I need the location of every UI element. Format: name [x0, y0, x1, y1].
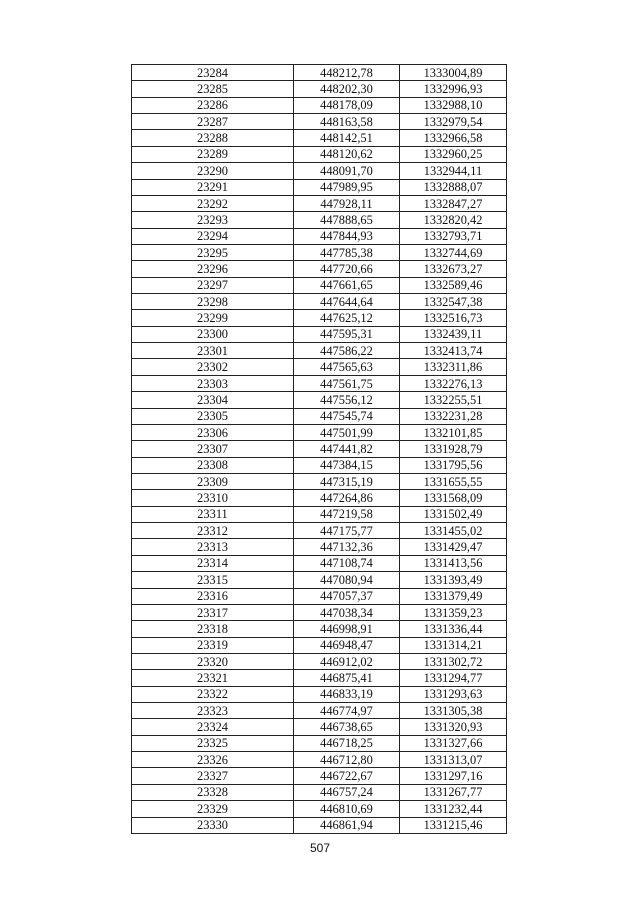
x-coordinate-cell: 447785,38 — [294, 244, 400, 260]
x-coordinate-cell: 446833,19 — [294, 686, 400, 702]
y-coordinate-cell: 1331293,63 — [400, 686, 507, 702]
table-row — [132, 703, 507, 719]
table-row — [132, 555, 507, 571]
page-number: 507 — [309, 841, 331, 855]
y-coordinate-cell: 1331302,72 — [400, 653, 507, 669]
table-row — [132, 588, 507, 604]
table-row — [132, 604, 507, 620]
y-coordinate-cell: 1332439,11 — [400, 326, 507, 342]
x-coordinate-cell: 447264,86 — [294, 490, 400, 506]
x-coordinate-cell: 447844,93 — [294, 228, 400, 244]
x-coordinate-cell: 447928,11 — [294, 195, 400, 211]
y-coordinate-cell: 1331305,38 — [400, 703, 507, 719]
x-coordinate-cell: 446718,25 — [294, 735, 400, 751]
point-number-cell: 23307 — [132, 441, 294, 457]
table-row — [132, 343, 507, 359]
y-coordinate-cell: 1331393,49 — [400, 572, 507, 588]
y-coordinate-cell: 1331568,09 — [400, 490, 507, 506]
point-number-cell: 23312 — [132, 523, 294, 539]
x-coordinate-cell: 447501,99 — [294, 424, 400, 440]
point-number-cell: 23290 — [132, 163, 294, 179]
y-coordinate-cell: 1332988,10 — [400, 97, 507, 113]
x-coordinate-cell: 447644,64 — [294, 294, 400, 310]
x-coordinate-cell: 447315,19 — [294, 473, 400, 489]
y-coordinate-cell: 1332547,38 — [400, 294, 507, 310]
y-coordinate-cell: 1332744,69 — [400, 244, 507, 260]
point-number-cell: 23309 — [132, 473, 294, 489]
point-number-cell: 23324 — [132, 719, 294, 735]
y-coordinate-cell: 1333004,89 — [400, 65, 507, 81]
point-number-cell: 23308 — [132, 457, 294, 473]
x-coordinate-cell: 446912,02 — [294, 653, 400, 669]
table-row — [132, 81, 507, 97]
x-coordinate-cell: 448142,51 — [294, 130, 400, 146]
table-row — [132, 228, 507, 244]
table-row — [132, 784, 507, 800]
table-row — [132, 179, 507, 195]
y-coordinate-cell: 1332101,85 — [400, 424, 507, 440]
table-row — [132, 686, 507, 702]
y-coordinate-cell: 1331320,93 — [400, 719, 507, 735]
table-row — [132, 375, 507, 391]
table-row — [132, 572, 507, 588]
table-row — [132, 114, 507, 130]
x-coordinate-cell: 447057,37 — [294, 588, 400, 604]
y-coordinate-cell: 1331928,79 — [400, 441, 507, 457]
y-coordinate-cell: 1332516,73 — [400, 310, 507, 326]
x-coordinate-cell: 447441,82 — [294, 441, 400, 457]
point-number-cell: 23313 — [132, 539, 294, 555]
table-row — [132, 670, 507, 686]
x-coordinate-cell: 447384,15 — [294, 457, 400, 473]
y-coordinate-cell: 1331313,07 — [400, 752, 507, 768]
x-coordinate-cell: 447625,12 — [294, 310, 400, 326]
point-number-cell: 23285 — [132, 81, 294, 97]
y-coordinate-cell: 1332996,93 — [400, 81, 507, 97]
y-coordinate-cell: 1331297,16 — [400, 768, 507, 784]
table-row — [132, 539, 507, 555]
table-row — [132, 310, 507, 326]
point-number-cell: 23321 — [132, 670, 294, 686]
table-row — [132, 244, 507, 260]
y-coordinate-cell: 1331455,02 — [400, 523, 507, 539]
x-coordinate-cell: 446810,69 — [294, 801, 400, 817]
table-row — [132, 130, 507, 146]
point-number-cell: 23315 — [132, 572, 294, 588]
x-coordinate-cell: 446722,67 — [294, 768, 400, 784]
y-coordinate-cell: 1331232,44 — [400, 801, 507, 817]
point-number-cell: 23314 — [132, 555, 294, 571]
x-coordinate-cell: 447556,12 — [294, 392, 400, 408]
y-coordinate-cell: 1332413,74 — [400, 343, 507, 359]
y-coordinate-cell: 1331215,46 — [400, 817, 507, 833]
table-row — [132, 146, 507, 162]
table-row — [132, 457, 507, 473]
point-number-cell: 23305 — [132, 408, 294, 424]
point-number-cell: 23322 — [132, 686, 294, 702]
x-coordinate-cell: 446998,91 — [294, 621, 400, 637]
x-coordinate-cell: 447038,34 — [294, 604, 400, 620]
point-number-cell: 23317 — [132, 604, 294, 620]
y-coordinate-cell: 1332589,46 — [400, 277, 507, 293]
point-number-cell: 23296 — [132, 261, 294, 277]
point-number-cell: 23295 — [132, 244, 294, 260]
y-coordinate-cell: 1331502,49 — [400, 506, 507, 522]
x-coordinate-cell: 447888,65 — [294, 212, 400, 228]
point-number-cell: 23297 — [132, 277, 294, 293]
x-coordinate-cell: 447661,65 — [294, 277, 400, 293]
point-number-cell: 23326 — [132, 752, 294, 768]
table-row — [132, 326, 507, 342]
point-number-cell: 23287 — [132, 114, 294, 130]
table-row — [132, 637, 507, 653]
point-number-cell: 23298 — [132, 294, 294, 310]
table-row — [132, 359, 507, 375]
table-row — [132, 163, 507, 179]
x-coordinate-cell: 447080,94 — [294, 572, 400, 588]
y-coordinate-cell: 1331336,44 — [400, 621, 507, 637]
y-coordinate-cell: 1332793,71 — [400, 228, 507, 244]
x-coordinate-cell: 447595,31 — [294, 326, 400, 342]
table-row — [132, 212, 507, 228]
x-coordinate-cell: 447989,95 — [294, 179, 400, 195]
y-coordinate-cell: 1331795,56 — [400, 457, 507, 473]
y-coordinate-cell: 1332888,07 — [400, 179, 507, 195]
point-number-cell: 23327 — [132, 768, 294, 784]
x-coordinate-cell: 446712,80 — [294, 752, 400, 768]
table-row — [132, 621, 507, 637]
x-coordinate-cell: 448202,30 — [294, 81, 400, 97]
table-row — [132, 294, 507, 310]
coordinates-table — [131, 64, 507, 834]
table-row — [132, 473, 507, 489]
x-coordinate-cell: 446861,94 — [294, 817, 400, 833]
x-coordinate-cell: 447545,74 — [294, 408, 400, 424]
y-coordinate-cell: 1332311,86 — [400, 359, 507, 375]
point-number-cell: 23284 — [132, 65, 294, 81]
point-number-cell: 23301 — [132, 343, 294, 359]
y-coordinate-cell: 1332979,54 — [400, 114, 507, 130]
point-number-cell: 23286 — [132, 97, 294, 113]
x-coordinate-cell: 446774,97 — [294, 703, 400, 719]
table-row — [132, 261, 507, 277]
x-coordinate-cell: 447108,74 — [294, 555, 400, 571]
table-row — [132, 653, 507, 669]
y-coordinate-cell: 1331267,77 — [400, 784, 507, 800]
y-coordinate-cell: 1331655,55 — [400, 473, 507, 489]
table-row — [132, 735, 507, 751]
point-number-cell: 23304 — [132, 392, 294, 408]
x-coordinate-cell: 447175,77 — [294, 523, 400, 539]
y-coordinate-cell: 1332673,27 — [400, 261, 507, 277]
point-number-cell: 23325 — [132, 735, 294, 751]
y-coordinate-cell: 1332820,42 — [400, 212, 507, 228]
point-number-cell: 23311 — [132, 506, 294, 522]
table-row — [132, 424, 507, 440]
point-number-cell: 23330 — [132, 817, 294, 833]
point-number-cell: 23323 — [132, 703, 294, 719]
point-number-cell: 23316 — [132, 588, 294, 604]
table-row — [132, 277, 507, 293]
x-coordinate-cell: 447219,58 — [294, 506, 400, 522]
table-row — [132, 195, 507, 211]
y-coordinate-cell: 1332966,58 — [400, 130, 507, 146]
y-coordinate-cell: 1331327,66 — [400, 735, 507, 751]
table-row — [132, 719, 507, 735]
x-coordinate-cell: 448120,62 — [294, 146, 400, 162]
y-coordinate-cell: 1332255,51 — [400, 392, 507, 408]
point-number-cell: 23310 — [132, 490, 294, 506]
point-number-cell: 23288 — [132, 130, 294, 146]
coordinates-table-body — [132, 65, 507, 834]
y-coordinate-cell: 1332944,11 — [400, 163, 507, 179]
y-coordinate-cell: 1331314,21 — [400, 637, 507, 653]
table-row — [132, 523, 507, 539]
table-row — [132, 817, 507, 833]
point-number-cell: 23328 — [132, 784, 294, 800]
point-number-cell: 23292 — [132, 195, 294, 211]
x-coordinate-cell: 448091,70 — [294, 163, 400, 179]
point-number-cell: 23302 — [132, 359, 294, 375]
x-coordinate-cell: 448163,58 — [294, 114, 400, 130]
x-coordinate-cell: 447132,36 — [294, 539, 400, 555]
table-row — [132, 441, 507, 457]
table-row — [132, 97, 507, 113]
x-coordinate-cell: 448178,09 — [294, 97, 400, 113]
point-number-cell: 23291 — [132, 179, 294, 195]
y-coordinate-cell: 1332276,13 — [400, 375, 507, 391]
table-row — [132, 506, 507, 522]
point-number-cell: 23294 — [132, 228, 294, 244]
y-coordinate-cell: 1332231,28 — [400, 408, 507, 424]
y-coordinate-cell: 1331359,23 — [400, 604, 507, 620]
y-coordinate-cell: 1332847,27 — [400, 195, 507, 211]
table-row — [132, 490, 507, 506]
x-coordinate-cell: 447720,66 — [294, 261, 400, 277]
y-coordinate-cell: 1331413,56 — [400, 555, 507, 571]
x-coordinate-cell: 446738,65 — [294, 719, 400, 735]
y-coordinate-cell: 1331294,77 — [400, 670, 507, 686]
table-row — [132, 65, 507, 81]
point-number-cell: 23303 — [132, 375, 294, 391]
x-coordinate-cell: 446875,41 — [294, 670, 400, 686]
table-row — [132, 408, 507, 424]
table-row — [132, 752, 507, 768]
y-coordinate-cell: 1331429,47 — [400, 539, 507, 555]
table-row — [132, 801, 507, 817]
x-coordinate-cell: 446757,24 — [294, 784, 400, 800]
point-number-cell: 23319 — [132, 637, 294, 653]
table-row — [132, 392, 507, 408]
point-number-cell: 23293 — [132, 212, 294, 228]
x-coordinate-cell: 447561,75 — [294, 375, 400, 391]
point-number-cell: 23318 — [132, 621, 294, 637]
point-number-cell: 23306 — [132, 424, 294, 440]
x-coordinate-cell: 447586,22 — [294, 343, 400, 359]
table-row — [132, 768, 507, 784]
point-number-cell: 23299 — [132, 310, 294, 326]
y-coordinate-cell: 1332960,25 — [400, 146, 507, 162]
x-coordinate-cell: 447565,63 — [294, 359, 400, 375]
point-number-cell: 23300 — [132, 326, 294, 342]
x-coordinate-cell: 448212,78 — [294, 65, 400, 81]
point-number-cell: 23289 — [132, 146, 294, 162]
point-number-cell: 23320 — [132, 653, 294, 669]
point-number-cell: 23329 — [132, 801, 294, 817]
x-coordinate-cell: 446948,47 — [294, 637, 400, 653]
y-coordinate-cell: 1331379,49 — [400, 588, 507, 604]
